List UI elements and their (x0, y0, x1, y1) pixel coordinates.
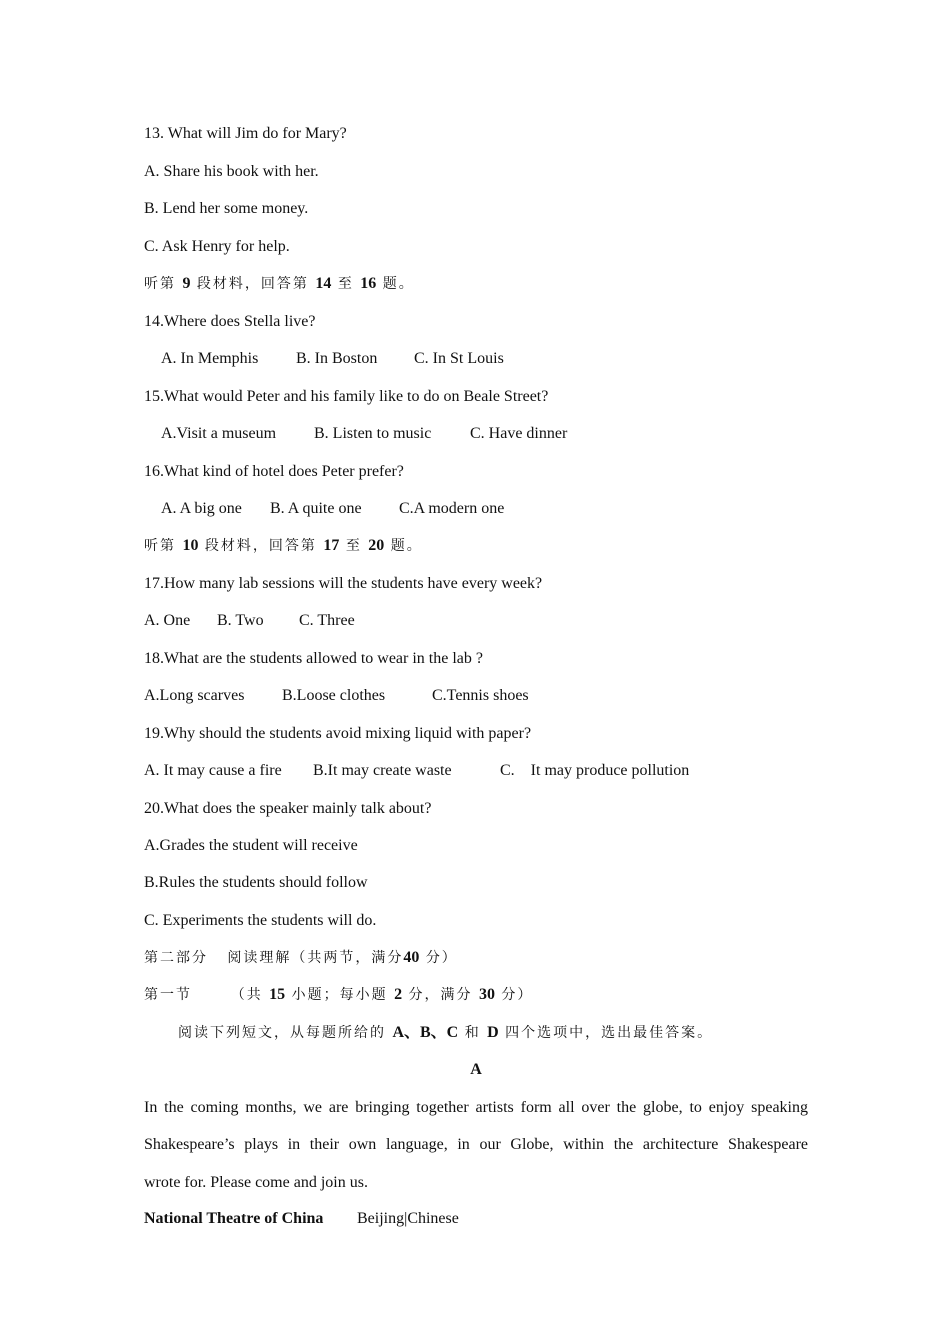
passage-line-2: Shakespeare’s plays in their own language, in our Globe, within the architecture Shakespeare (144, 1136, 808, 1153)
option-20b: B.Rules the students should follow (144, 874, 368, 891)
option-19a: A. It may cause a fire (144, 762, 282, 779)
section-1-heading: 第一节 （共 15 小题；每小题 2 分，满分 30 分） (144, 986, 534, 1003)
question-18: 18.What are the students allowed to wear in the lab ? (144, 650, 483, 667)
options-15 (144, 424, 567, 444)
option-18a: A.Long scarves (144, 687, 245, 704)
options-17 (144, 611, 355, 631)
passage-line-1: In the coming months, we are bringing together artists form all over the globe, to enjoy speaking (144, 1099, 808, 1116)
question-14: 14.Where does Stella live? (144, 313, 316, 330)
option-14b: B. In Boston (296, 350, 378, 367)
option-16b: B. A quite one (270, 500, 362, 517)
theatre-name: National Theatre of China (144, 1210, 324, 1227)
option-16c: C.A modern one (399, 500, 505, 517)
options-14 (144, 349, 504, 369)
option-17a: A. One (144, 612, 191, 629)
option-14a: A. In Memphis (161, 350, 259, 367)
option-15c: C. Have dinner (470, 425, 568, 442)
option-13b: B. Lend her some money. (144, 200, 309, 217)
section-9-instruction: 听第 9 段材料，回答第 14 至 16 题。 (144, 275, 415, 292)
option-18b: B.Loose clothes (282, 687, 386, 704)
part-2-heading: 第二部分 阅读理解（共两节，满分40 分） (144, 949, 458, 966)
theatre-entry (144, 1209, 459, 1229)
option-14c: C. In St Louis (414, 350, 504, 367)
question-19: 19.Why should the students avoid mixing liquid with paper? (144, 725, 532, 742)
option-20c: C. Experiments the students will do. (144, 912, 377, 929)
options-18 (144, 686, 529, 706)
option-15b: B. Listen to music (314, 425, 432, 442)
reading-instructions: 阅读下列短文，从每题所给的 A、B、C 和 D 四个选项中，选出最佳答案。 (178, 1024, 714, 1041)
question-15: 15.What would Peter and his family like to do on Beale Street? (144, 388, 549, 405)
question-17: 17.How many lab sessions will the students have every week? (144, 575, 543, 592)
question-20: 20.What does the speaker mainly talk about? (144, 800, 432, 817)
option-18c: C.Tennis shoes (432, 687, 529, 704)
option-19c: C. It may produce pollution (500, 762, 690, 779)
passage-heading: A (470, 1061, 482, 1078)
option-20a: A.Grades the student will receive (144, 837, 358, 854)
option-17b: B. Two (217, 612, 264, 629)
option-15a: A.Visit a museum (161, 425, 277, 442)
option-13c: C. Ask Henry for help. (144, 238, 290, 255)
section-10-instruction: 听第 10 段材料，回答第 17 至 20 题。 (144, 537, 423, 554)
option-13a: A. Share his book with her. (144, 163, 319, 180)
theatre-location: Beijing|Chinese (357, 1210, 459, 1227)
option-17c: C. Three (299, 612, 355, 629)
passage-line-3: wrote for. Please come and join us. (144, 1174, 368, 1191)
question-13: 13. What will Jim do for Mary? (144, 125, 347, 142)
option-16a: A. A big one (161, 500, 242, 517)
option-19b: B.It may create waste (313, 762, 452, 779)
options-16 (144, 499, 504, 519)
question-16: 16.What kind of hotel does Peter prefer? (144, 463, 404, 480)
options-19 (144, 761, 689, 781)
